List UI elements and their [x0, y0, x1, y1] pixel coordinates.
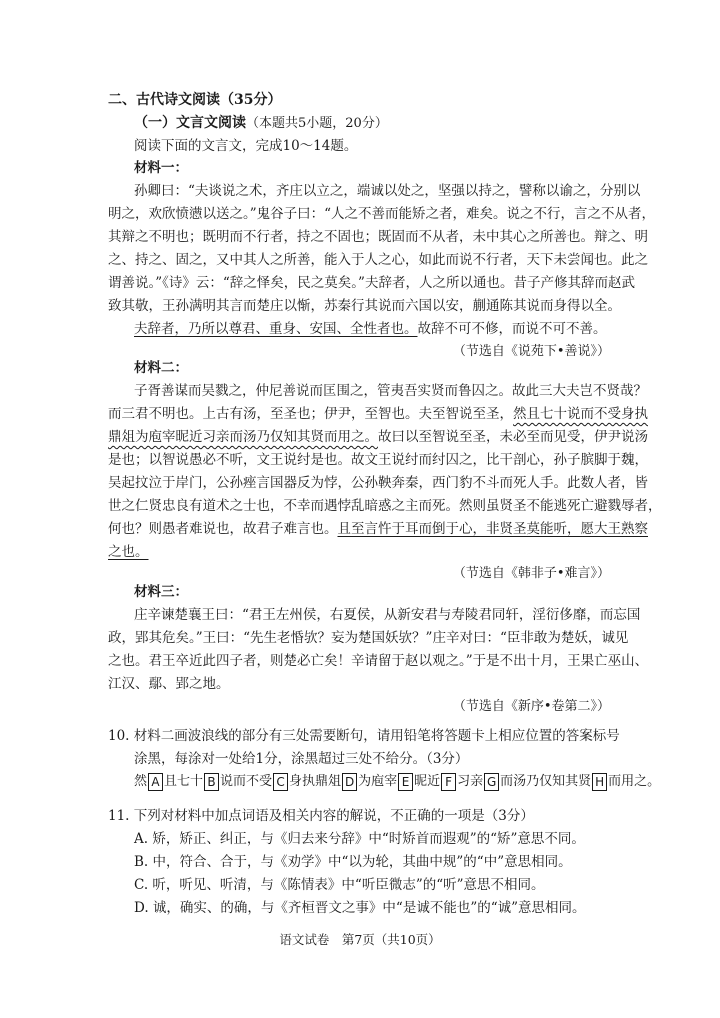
- material1-line: 明之，欢欣愤懑以送之。”鬼谷子曰：“人之不善而能矫之者，难矣。说之不行，言之不从者，: [108, 206, 656, 222]
- material2-text: 而三君不明也。上古有汤，至圣也；伊尹，至智也。夫至智说至圣，: [108, 406, 513, 422]
- material1-line: 致其敬，王孙满明其言而楚庄以惭，苏秦行其说而六国以安，蒯通陈其说而身得以全。: [108, 298, 621, 314]
- material2-line: 吴起抆泣于岸门，公孙痤言国器反为悖，公孙鞅奔秦，西门豹不斗而死人手。此数人者，皆: [108, 475, 648, 491]
- material2-label: 材料二：: [134, 360, 188, 376]
- q11-option-d[interactable]: D. 诚，确实、的确，与《齐桓晋文之事》中“是诚不能也”的“诚”意思相同。: [134, 900, 586, 916]
- q10-segment: 然: [134, 774, 148, 789]
- q10-stem: 10. 材料二画波浪线的部分有三处需要断句，请用铅笔将答题卡上相应位置的答案标号: [108, 728, 620, 744]
- material1-line: 孙卿曰：“夫谈说之术，齐庄以立之，端诚以处之，坚强以持之，譬称以谕之，分别以: [134, 183, 641, 199]
- material1-source: （节选自《说苑下•善说》）: [452, 344, 610, 359]
- material2-text: 何也？则愚者难说也，故君子难言也。: [108, 521, 338, 537]
- material2-underlined-text: 之也。: [108, 544, 149, 560]
- q11-option-a[interactable]: A. 矫，矫正、纠正，与《归去来兮辞》中“时矫首而遐观”的“矫”意思不同。: [134, 831, 585, 847]
- q10-stem-line2: 涂黑，每涂对一处给1分，涂黑超过三处不给分。（3分）: [134, 751, 469, 767]
- material2-line: [108, 542, 149, 562]
- material3-line: 庄辛谏楚襄王曰：“君王左州侯，右夏侯，从新安君与寿陵君同轩，淫衍侈靡，而忘国: [134, 607, 641, 623]
- subsection-note: （本题共5小题，20分）: [246, 116, 388, 131]
- q10-option-h[interactable]: H: [592, 773, 607, 791]
- instruction: 阅读下面的文言文，完成10～14题。: [134, 138, 358, 154]
- material3-line: 政，郢其危矣。”王曰：“先生老惛欤？妄为楚国妖欤？”庄辛对曰：“臣非敢为楚妖，诚见: [108, 630, 629, 646]
- material1-line: 谓善说。”《诗》云：“辞之怿矣，民之莫矣。”夫辞者，人之所以通也。昔子产修其辞而赵武: [108, 275, 635, 291]
- q10-option-d[interactable]: D: [342, 773, 357, 791]
- material2-wavy-text: 然且七十说而不受身执: [513, 406, 648, 422]
- material1-line: 其辩之不明也；既明而不行者，持之不固也；既固而不从者，未中其心之所善也。辩之、明: [108, 229, 648, 245]
- material2-source: （节选自《韩非子•难言》）: [452, 566, 610, 581]
- material3-source: （节选自《新序•卷第二》）: [452, 699, 610, 714]
- q10-option-g[interactable]: G: [484, 773, 499, 791]
- material1-label: 材料一：: [134, 160, 188, 176]
- q10-segment: 说而不受: [220, 774, 273, 789]
- q10-option-c[interactable]: C: [273, 773, 288, 791]
- material3-line: 之也。君王卒近此四子者，则楚必亡矣！辛请留于赵以观之。”于是不出十月，王果亡巫山、: [108, 653, 649, 669]
- material3-label: 材料三：: [134, 584, 188, 600]
- q10-segment: 身执鼎俎: [289, 774, 342, 789]
- material2-line: 是也；以智说愚必不听，文王说纣是也。故文王说纣而纣囚之，比干剖心，孙子膑脚于魏，: [108, 452, 648, 468]
- material1-underlined-sentence: 夫辞者，乃所以尊君、重身、安国、全性者也。: [134, 321, 418, 337]
- q10-option-b[interactable]: B: [204, 773, 219, 791]
- q10-segment: 而汤乃仅知其贤: [500, 774, 592, 789]
- q11-option-b[interactable]: B. 中，符合、合于，与《劝学》中“以为轮，其曲中规”的“中”意思相同。: [134, 854, 572, 870]
- material3-line: 江汉、鄢、郢之地。: [108, 676, 230, 692]
- q11-option-c[interactable]: C. 听，听见、听清，与《陈情表》中“听臣微志”的“听”意思不相同。: [134, 877, 545, 893]
- material2-wavy-text: 鼎俎为庖宰昵近习亲而汤乃仅知其贤而用之。: [108, 429, 378, 445]
- q10-segment: 为庖宰: [358, 774, 398, 789]
- q10-segment: 昵近: [414, 774, 441, 789]
- subsection-title: [134, 113, 388, 134]
- q10-option-e[interactable]: E: [398, 773, 413, 791]
- material2-line: [108, 404, 648, 424]
- section-title: 二、古代诗文阅读（35分）: [108, 92, 282, 108]
- material2-line: [108, 427, 648, 447]
- q10-sentence: [134, 772, 660, 792]
- material1-line: 之、持之、固之，又中其人之所善，能入于人之心，如此而说不行者，天下未尝闻也。此之: [108, 252, 648, 268]
- q10-segment: 习亲: [457, 774, 484, 789]
- q11-stem: 11. 下列对材料中加点词语及相关内容的解说，不正确的一项是（3分）: [108, 808, 534, 824]
- q10-option-f[interactable]: F: [441, 773, 456, 791]
- material2-text: 故曰以至智说至圣，未必至而见受，伊尹说汤: [378, 429, 648, 445]
- subsection-title-text: （一）文言文阅读: [134, 115, 246, 131]
- q10-segment: 而用之。: [608, 774, 661, 789]
- material2-line: 子胥善谋而吴戮之，仲尼善说而匡围之，管夷吾实贤而鲁囚之。故此三大夫岂不贤哉？: [134, 383, 647, 399]
- q10-option-a[interactable]: A: [148, 773, 163, 791]
- material1-line-last: [134, 319, 607, 339]
- material2-line: [108, 519, 648, 539]
- material2-underlined-text: 且至言忤于耳而倒于心，非贤圣莫能听，愿大王熟察: [337, 521, 648, 537]
- material2-line: 世之仁贤忠良有道术之士也，不幸而遇悖乱暗惑之主而死。然则虽贤圣不能逃死亡避戮辱者，: [108, 498, 662, 514]
- page-footer: 语文试卷 第7页（共10页）: [279, 932, 441, 947]
- material1-last-rest: 故辞不可不修，而说不可不善。: [417, 321, 607, 337]
- q10-segment: 且七十: [164, 774, 204, 789]
